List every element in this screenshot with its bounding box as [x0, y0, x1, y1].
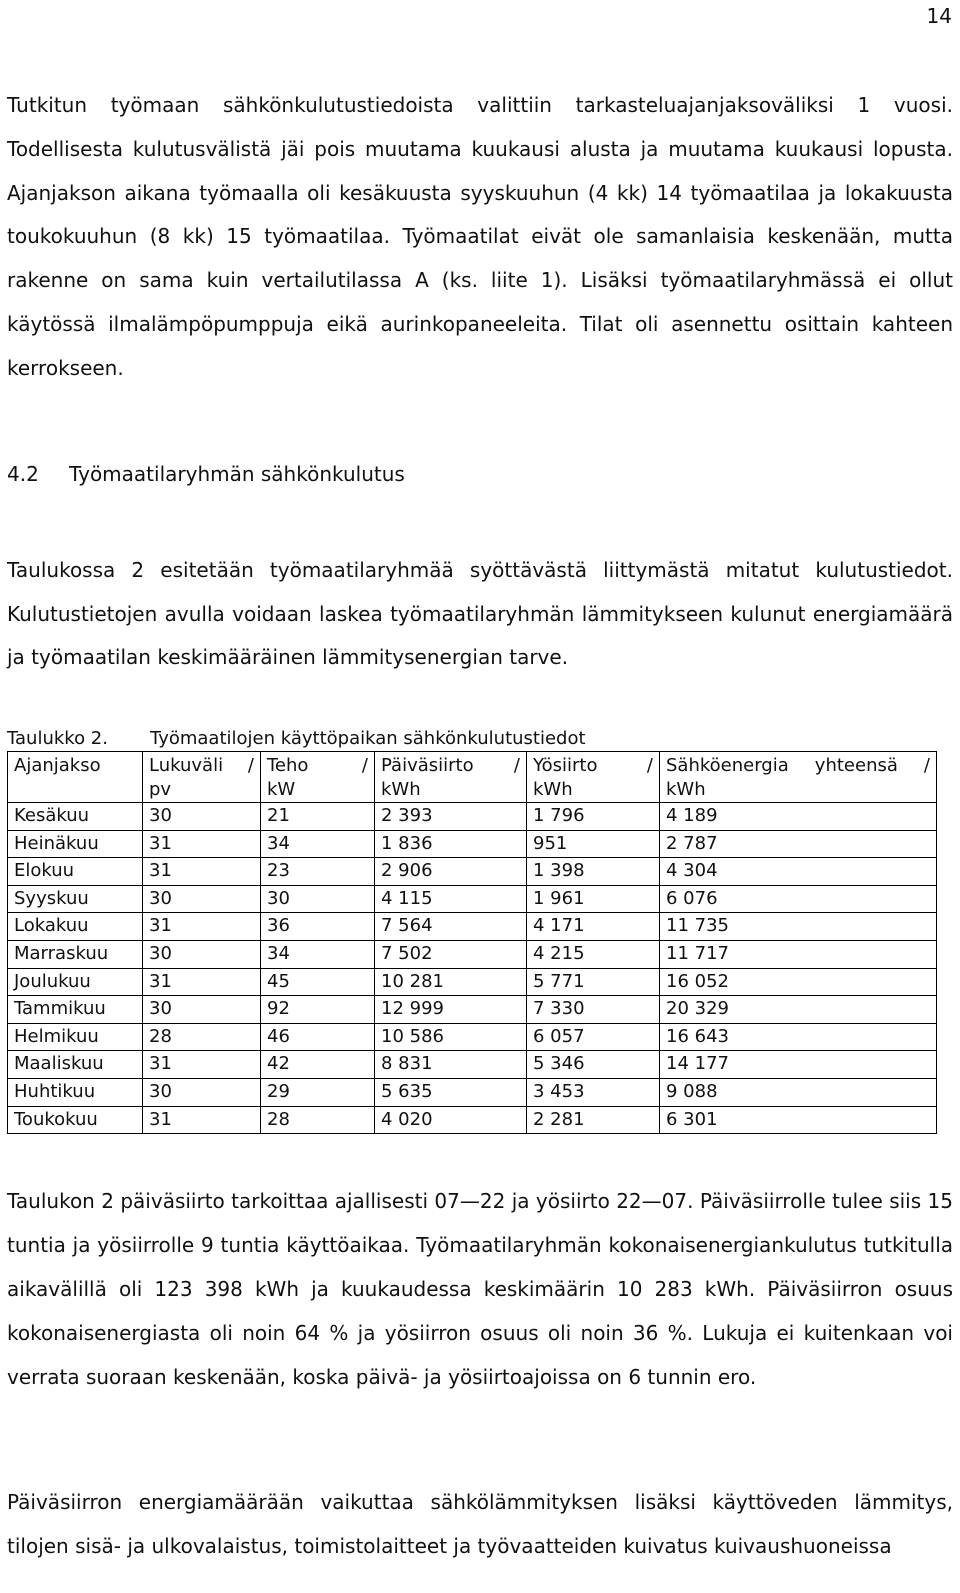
table-cell: Lokakuu — [8, 913, 143, 941]
table-row — [8, 858, 937, 886]
table-cell: 30 — [143, 996, 261, 1024]
table-row — [8, 1106, 937, 1134]
consumption-table — [7, 751, 937, 1134]
table-cell: 1 398 — [527, 858, 660, 886]
table-cell: Maaliskuu — [8, 1051, 143, 1079]
table-cell: 2 906 — [375, 858, 527, 886]
table-cell: 34 — [261, 940, 375, 968]
page-number: 14 — [926, 4, 952, 28]
table-cell: 31 — [143, 968, 261, 996]
table-cell: 30 — [261, 885, 375, 913]
table-cell: Heinäkuu — [8, 830, 143, 858]
table-cell: 30 — [143, 940, 261, 968]
table-cell: 4 304 — [660, 858, 937, 886]
table-cell: 11 735 — [660, 913, 937, 941]
table-cell: 21 — [261, 803, 375, 831]
table-cell: Syyskuu — [8, 885, 143, 913]
table-cell: 31 — [143, 1051, 261, 1079]
table-caption — [7, 728, 586, 749]
table-cell: 4 189 — [660, 803, 937, 831]
table-cell: 46 — [261, 1023, 375, 1051]
table-cell: 45 — [261, 968, 375, 996]
table-cell: 36 — [261, 913, 375, 941]
table-cell: 23 — [261, 858, 375, 886]
table-caption-label: Taulukko 2. — [7, 728, 108, 749]
table-cell: 9 088 — [660, 1078, 937, 1106]
table-cell: 7 330 — [527, 996, 660, 1024]
table-row — [8, 803, 937, 831]
table-cell: 29 — [261, 1078, 375, 1106]
table-cell: 11 717 — [660, 940, 937, 968]
table-cell: 10 586 — [375, 1023, 527, 1051]
table-cell: 4 215 — [527, 940, 660, 968]
table-cell: 5 771 — [527, 968, 660, 996]
section-paragraph: Taulukossa 2 esitetään työmaatilaryhmää syöttävästä liittymästä mitatut kulutustiedot. Kulutustietojen avulla voidaan laskea työmaatilaryhmän lämmitykseen kulunut energiamäärä ja työmaatilan keskimääräinen lämmitysenergian tarve. — [7, 558, 953, 669]
table-cell: 2 281 — [527, 1106, 660, 1134]
table-cell: 28 — [261, 1106, 375, 1134]
table-cell: 6 076 — [660, 885, 937, 913]
table-row — [8, 1051, 937, 1079]
table-cell: 30 — [143, 803, 261, 831]
table-cell: 42 — [261, 1051, 375, 1079]
table-cell: 92 — [261, 996, 375, 1024]
table-row — [8, 885, 937, 913]
last-paragraph: Päiväsiirron energiamäärään vaikuttaa sähkölämmityksen lisäksi käyttöveden lämmitys, tilojen sisä- ja ulkovalaistus, toimistolaitteet ja työvaatteiden kuivatus kuivaushuoneissa — [7, 1490, 953, 1558]
table-row — [8, 940, 937, 968]
table-cell: 6 057 — [527, 1023, 660, 1051]
header-night-transfer: Yösiirto / kWh — [527, 752, 660, 803]
table-cell: Tammikuu — [8, 996, 143, 1024]
table-cell: 30 — [143, 885, 261, 913]
table-cell: 1 836 — [375, 830, 527, 858]
table-row — [8, 913, 937, 941]
table-cell: 28 — [143, 1023, 261, 1051]
section-heading — [7, 462, 405, 486]
header-interval: Lukuväli / pv — [143, 752, 261, 803]
table-cell: Helmikuu — [8, 1023, 143, 1051]
intro-paragraph: Tutkitun työmaan sähkönkulutustiedoista valittiin tarkasteluajanjaksoväliksi 1 vuosi. Todellisesta kulutusvälistä jäi pois muutama kuukausi alusta ja muutama kuukausi lopusta. Ajanjakson aikana työmaalla oli kesäkuusta syyskuuhun (4 kk) 14 työmaatilaa ja lokakuusta toukokuuhun (8 kk) 15 työmaatilaa. Työmaatilat eivät ole samanlaisia keskenään, mutta rakenne on sama kuin vertailutilassa A (ks. liite 1). Lisäksi työmaatilaryhmässä ei ollut käytössä ilmalämpöpumppuja eikä aurinkopaneeleita. Tilat oli asennettu osittain kahteen kerrokseen. — [7, 93, 953, 380]
table-row — [8, 1078, 937, 1106]
table-cell: 8 831 — [375, 1051, 527, 1079]
table-cell: 12 999 — [375, 996, 527, 1024]
header-period: Ajanjakso — [8, 752, 143, 803]
table-cell: 20 329 — [660, 996, 937, 1024]
table-row — [8, 830, 937, 858]
table-cell: 16 643 — [660, 1023, 937, 1051]
table-cell: 951 — [527, 830, 660, 858]
table-cell: 2 393 — [375, 803, 527, 831]
table-cell: 4 115 — [375, 885, 527, 913]
table-row — [8, 968, 937, 996]
after-table-paragraph: Taulukon 2 päiväsiirto tarkoittaa ajallisesti 07—22 ja yösiirto 22—07. Päiväsiirrolle tulee siis 15 tuntia ja yösiirrolle 9 tuntia käyttöaikaa. Työmaatilaryhmän kokonaisenergiankulutus tutkitulla aikavälillä oli 123 398 kWh ja kuukaudessa keskimäärin 10 283 kWh. Päiväsiirron osuus kokonaisenergiasta oli noin 64 % ja yösiirron osuus oli noin 36 %. Lukuja ei kuitenkaan voi verrata suoraan keskenään, koska päivä- ja yösiirtoajoissa on 6 tunnin ero. — [7, 1189, 953, 1389]
header-power: Teho / kW — [261, 752, 375, 803]
table-row — [8, 1023, 937, 1051]
table-header-row — [8, 752, 937, 803]
table-cell: 1 796 — [527, 803, 660, 831]
table-cell: 7 564 — [375, 913, 527, 941]
header-total-energy: Sähköenergia yhteensä / kWh — [660, 752, 937, 803]
section-number: 4.2 — [7, 462, 39, 486]
table-cell: 31 — [143, 913, 261, 941]
table-cell: 31 — [143, 1106, 261, 1134]
table-cell: Toukokuu — [8, 1106, 143, 1134]
section-title: Työmaatilaryhmän sähkönkulutus — [69, 462, 405, 486]
table-cell: Kesäkuu — [8, 803, 143, 831]
header-day-transfer: Päiväsiirto / kWh — [375, 752, 527, 803]
table-row — [8, 996, 937, 1024]
table-cell: 5 635 — [375, 1078, 527, 1106]
table-cell: 4 020 — [375, 1106, 527, 1134]
table-caption-title: Työmaatilojen käyttöpaikan sähkönkulutustiedot — [150, 728, 586, 749]
table-cell: 14 177 — [660, 1051, 937, 1079]
table-cell: Huhtikuu — [8, 1078, 143, 1106]
table-cell: 1 961 — [527, 885, 660, 913]
table-cell: 2 787 — [660, 830, 937, 858]
table-cell: Joulukuu — [8, 968, 143, 996]
table-cell: 10 281 — [375, 968, 527, 996]
table-cell: 5 346 — [527, 1051, 660, 1079]
table-cell: 16 052 — [660, 968, 937, 996]
table-cell: Elokuu — [8, 858, 143, 886]
table-cell: 34 — [261, 830, 375, 858]
table-cell: 31 — [143, 858, 261, 886]
table-cell: 30 — [143, 1078, 261, 1106]
table-cell: 7 502 — [375, 940, 527, 968]
table-cell: Marraskuu — [8, 940, 143, 968]
table-cell: 31 — [143, 830, 261, 858]
table-cell: 3 453 — [527, 1078, 660, 1106]
table-cell: 4 171 — [527, 913, 660, 941]
table-cell: 6 301 — [660, 1106, 937, 1134]
